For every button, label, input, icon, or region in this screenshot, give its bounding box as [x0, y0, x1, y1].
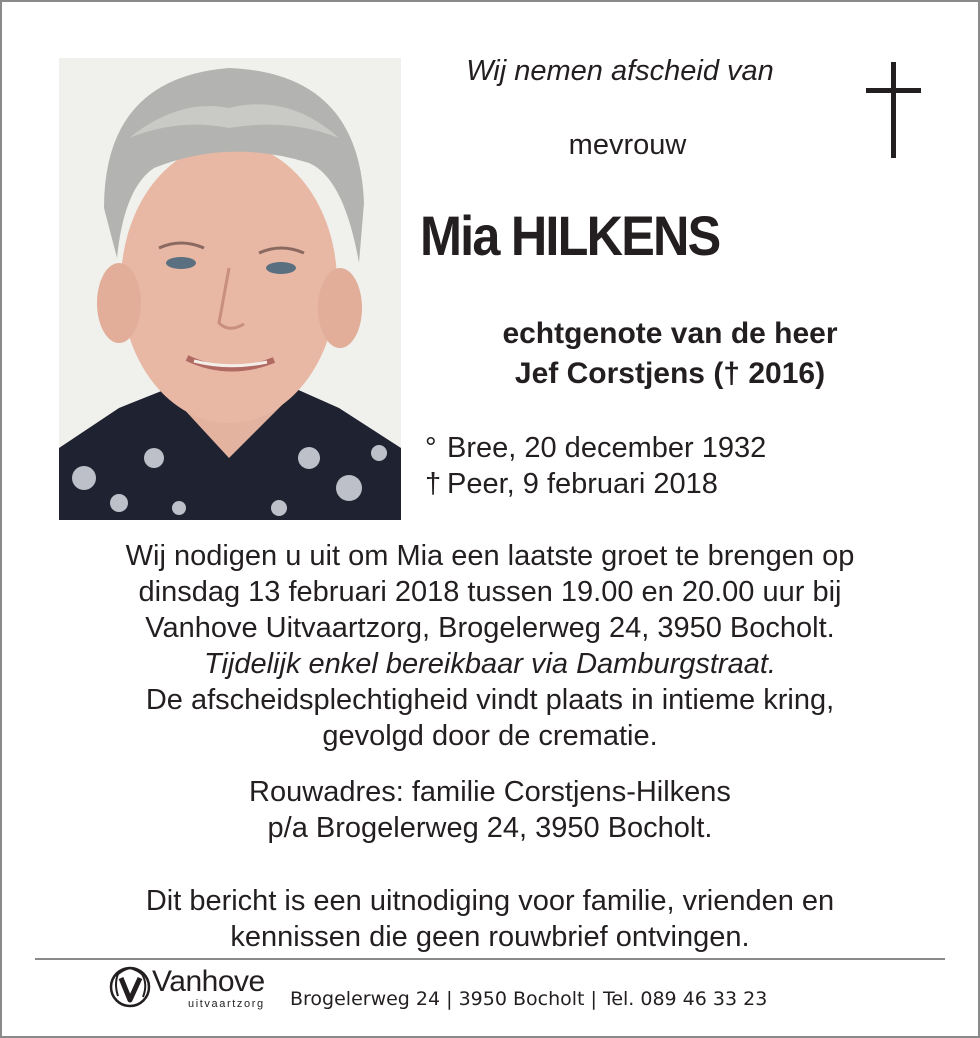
vanhove-logo	[108, 964, 283, 1014]
logo-brand-text: Vanhove	[152, 965, 265, 998]
spouse-line-1: echtgenote van de heer	[502, 317, 838, 350]
intro-text: Wij nemen afscheid van	[466, 55, 774, 87]
invitation-line: Vanhove Uitvaartzorg, Brogelerweg 24, 3950 Bocholt.	[145, 612, 835, 644]
death-text: Peer, 9 februari 2018	[447, 468, 718, 500]
invitation-line-italic: Tijdelijk enkel bereikbaar via Damburgstraat.	[204, 648, 776, 680]
invitation-line: gevolgd door de crematie.	[322, 720, 658, 752]
portrait-image	[59, 58, 401, 520]
spouse-info	[420, 314, 920, 394]
invitation-line: dinsdag 13 februari 2018 tussen 19.00 en 20.00 uur bij	[138, 576, 842, 608]
birth-symbol: °	[425, 432, 437, 464]
address-line: Rouwadres: familie Corstjens-Hilkens	[249, 776, 731, 808]
invitation-line: De afscheidsplechtigheid vindt plaats in intieme kring,	[145, 684, 835, 716]
address-line: p/a Brogelerweg 24, 3950 Bocholt.	[267, 812, 713, 844]
mourning-address	[20, 774, 960, 846]
notice-line: Dit bericht is een uitnodiging voor familie, vrienden en	[145, 885, 835, 917]
death-date	[425, 466, 766, 502]
notice-line: kennissen die geen rouwbrief ontvingen.	[230, 921, 750, 953]
birth-date	[425, 430, 766, 466]
deceased-name: Mia HILKENS	[420, 204, 720, 267]
honorific: mevrouw	[568, 129, 687, 161]
death-symbol: †	[425, 468, 442, 500]
birth-text: Bree, 20 december 1932	[447, 432, 767, 464]
cross-icon	[866, 62, 921, 158]
invitation-line: Wij nodigen u uit om Mia een laatste groet te brengen op	[125, 540, 855, 572]
notice-text	[20, 883, 960, 955]
life-dates	[425, 430, 766, 502]
logo-sub-text: uitvaartzorg	[188, 998, 265, 1010]
footer-divider	[35, 958, 945, 960]
invitation-text	[20, 538, 960, 754]
footer-address: Brogelerweg 24 | 3950 Bocholt | Tel. 089 46 33 23	[290, 988, 768, 1010]
portrait-photo	[59, 58, 401, 520]
vanhove-logo-icon	[108, 964, 154, 1010]
spouse-line-2: Jef Corstjens († 2016)	[514, 357, 826, 390]
